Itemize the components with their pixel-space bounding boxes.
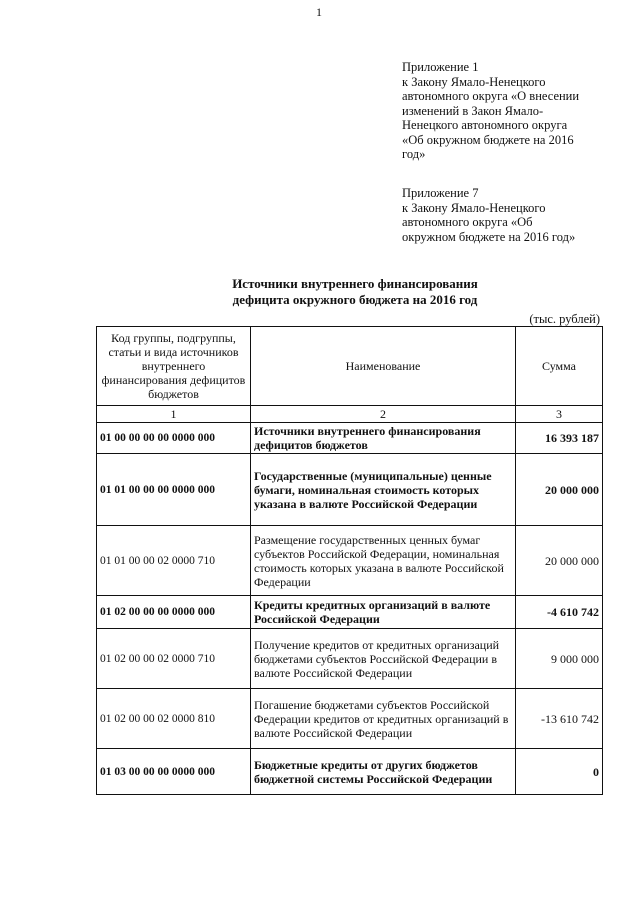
row-name: Погашение бюджетами субъектов Российской Федерации кредитов от кредитных организаций в валюте Российской Федерации [251,689,516,749]
row-name: Бюджетные кредиты от других бюджетов бюджетной системы Российской Федерации [251,749,516,795]
column-number: 2 [251,406,516,423]
row-code: 01 00 00 00 00 0000 000 [97,423,251,454]
row-sum: 20 000 000 [516,454,603,526]
document-title-line-1: Источники внутреннего финансирования [232,276,478,291]
row-code: 01 01 00 00 02 0000 710 [97,526,251,596]
financing-sources-table [96,326,603,795]
table-row [97,629,603,689]
table-row [97,454,603,526]
annex-7-line: Приложение 7 [402,186,479,200]
annex-7-line: автономного округа «Об [402,215,533,229]
annex-1-block [402,60,627,162]
row-name: Размещение государственных ценных бумаг субъектов Российской Федерации, номинальная стоимость которых указана в валюте Российской Федерации [251,526,516,596]
row-sum: 16 393 187 [516,423,603,454]
row-sum: 0 [516,749,603,795]
header-sum: Сумма [516,327,603,406]
header-name: Наименование [251,327,516,406]
row-sum: 9 000 000 [516,629,603,689]
annex-1-line: год» [402,147,426,161]
table-row [97,596,603,629]
annex-1-line: «Об окружном бюджете на 2016 [402,132,574,147]
row-sum: -4 610 742 [516,596,603,629]
table-row [97,526,603,596]
annex-1-line: Приложение 1 [402,60,479,74]
row-code: 01 01 00 00 00 0000 000 [97,454,251,526]
annex-7-block [402,186,627,244]
annex-1-line: Ненецкого автономного округа [402,118,568,132]
column-number: 1 [97,406,251,423]
annex-1-line: к Закону Ямало-Ненецкого [402,74,546,89]
annex-1-line: изменений в Закон Ямало- [402,103,544,118]
table-row [97,749,603,795]
row-code: 01 02 00 00 02 0000 710 [97,629,251,689]
row-code: 01 02 00 00 00 0000 000 [97,596,251,629]
header-code: Код группы, подгруппы, статьи и вида источников внутреннего финансирования дефицитов бюджетов [97,327,251,406]
row-name: Государственные (муниципальные) ценные бумаги, номинальная стоимость которых указана в валюте Российской Федерации [251,454,516,526]
row-name: Получение кредитов от кредитных организаций бюджетами субъектов Российской Федерации в валюте Российской Федерации [251,629,516,689]
row-sum: 20 000 000 [516,526,603,596]
document-title [160,276,550,308]
table-row [97,423,603,454]
units-label: (тыс. рублей) [529,312,600,326]
row-name: Кредиты кредитных организаций в валюте Российской Федерации [251,596,516,629]
page-number: 1 [316,5,322,19]
annex-7-line: окружном бюджете на 2016 год» [402,229,576,244]
table-header-row [97,327,603,406]
column-number: 3 [516,406,603,423]
row-code: 01 02 00 00 02 0000 810 [97,689,251,749]
row-sum: -13 610 742 [516,689,603,749]
annex-7-line: к Закону Ямало-Ненецкого [402,200,546,215]
document-title-line-2: дефицита окружного бюджета на 2016 год [232,292,478,307]
table-row [97,689,603,749]
column-number-row [97,406,603,423]
row-code: 01 03 00 00 00 0000 000 [97,749,251,795]
row-name: Источники внутреннего финансирования дефицитов бюджетов [251,423,516,454]
annex-1-line: автономного округа «О внесении [402,89,580,103]
